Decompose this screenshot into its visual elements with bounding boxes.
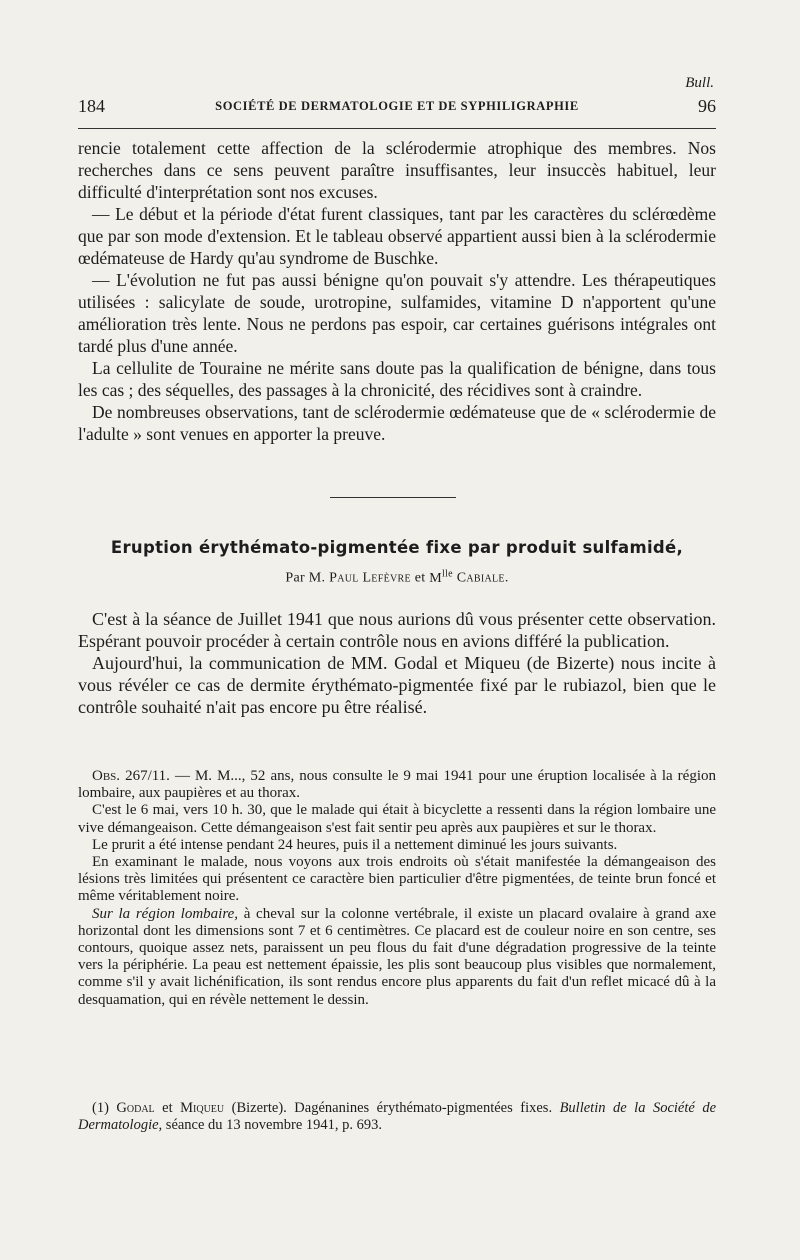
running-title: SOCIÉTÉ DE DERMATOLOGIE ET DE SYPHILIGRAPHIE bbox=[215, 99, 579, 113]
paragraph: C'est le 6 mai, vers 10 h. 30, que le malade qui était à bicyclette a ressenti dans la région lombaire une vive démangeaison. Cette démangeaison s'est fait sentir peu après aux paupières et sur le thorax. bbox=[78, 802, 716, 836]
paragraph: — Le début et la période d'état furent classiques, tant par les caractères du sclérœdème que par son mode d'extension. Et le tableau observé appartient aussi bien à la sclérodermie œdémateuse de Hardy qu'au syndrome de Buschke. bbox=[78, 204, 716, 268]
paragraph: Obs. 267/11. — M. M..., 52 ans, nous consulte le 9 mai 1941 pour une éruption localisée à la région lombaire, aux paupières et au thorax. bbox=[78, 768, 716, 802]
paragraph: Sur la région lombaire, à cheval sur la colonne vertébrale, il existe un placard ovalaire à grand axe horizontal dont les dimensions sont 7 et 6 centimètres. Ce placard est de couleur noire en son centre, ses contours, quoique assez nets, paraissent un peu flous du fait d'une dégradation progressive de la teinte vers la périphérie. La peau est nettement épaissie, les plis sont beaucoup plus visibles que normalement, comme s'il y avait lichénification, ils sont rendus encore plus apparents du fait d'un reflet micacé dû à la desquamation, qui en révèle nettement le dessin. bbox=[78, 905, 716, 1008]
paragraph: De nombreuses observations, tant de sclérodermie œdémateuse que de « sclérodermie de l'adulte » sont venues en apporter la preuve. bbox=[78, 402, 716, 444]
section-separator bbox=[330, 497, 456, 498]
header-rule bbox=[78, 128, 716, 129]
journal-title: Bulletin de la Société de Dermatologie, bbox=[78, 1100, 716, 1133]
paragraph: La cellulite de Touraine ne mérite sans doute pas la qualification de bénigne, dans tous les cas ; des séquelles, des passages à la chronicité, des récidives sont à craindre. bbox=[78, 358, 716, 400]
paragraph: Aujourd'hui, la communication de MM. Godal et Miqueu (de Bizerte) nous incite à vous révéler ce cas de dermite érythémato-pigmentée fixé par le rubiazol, bien que le contrôle souhaité n'ait pas encore pu être réalisé. bbox=[78, 653, 716, 717]
byline-prefix: Par M. bbox=[285, 570, 326, 586]
page-number-left: 184 bbox=[78, 96, 105, 116]
mlle: $M^{lle}$ bbox=[429, 568, 453, 586]
footnote: (1) Godal et Miqueu (Bizerte). Dagénanines érythémato-pigmentées fixes. Bulletin de la Société de Dermatologie, séance du 13 novembre 1941, p. 693. bbox=[78, 1100, 716, 1133]
bulletin-mark: Bull. bbox=[685, 75, 714, 91]
subheading-italic: Sur la région lombaire, bbox=[92, 905, 239, 922]
byline: Par M. Paul Lefèvre et $M^{lle}$ Cabiale. bbox=[285, 568, 509, 586]
author-name: Paul Lefèvre bbox=[329, 570, 411, 586]
byline-and: et bbox=[414, 570, 426, 586]
paragraph: En examinant le malade, nous voyons aux trois endroits où s'était manifestée la démangeaison des lésions très limitées qui présentent ce caractère bien particulier d'être pigmentées, de teinte brun foncé et même véritablement noire. bbox=[78, 854, 716, 905]
footnotes bbox=[78, 1100, 716, 1134]
obs-label: Obs. bbox=[92, 768, 121, 784]
author-name: Miqueu bbox=[180, 1100, 225, 1116]
observation bbox=[78, 768, 716, 1009]
footnote-marker: (1) bbox=[92, 1100, 109, 1116]
article-intro bbox=[78, 608, 716, 718]
paragraph: Le prurit a été intense pendant 24 heures, puis il a nettement diminué les jours suivants. bbox=[92, 836, 618, 853]
paragraph: C'est à la séance de Juillet 1941 que nous aurions dû vous présenter cette observation. Espérant pouvoir procéder à certain contrôle nous en avions différé la publication. bbox=[78, 609, 716, 651]
running-header bbox=[78, 96, 716, 120]
article-title: Eruption érythémato-pigmentée fixe par produit sulfamidé, bbox=[110, 538, 684, 557]
continuation-text bbox=[78, 137, 716, 445]
page-number-right: 96 bbox=[698, 96, 716, 116]
author-name: Godal bbox=[116, 1100, 155, 1116]
author-name: Cabiale bbox=[456, 570, 505, 586]
paragraph: — L'évolution ne fut pas aussi bénigne qu'on pouvait s'y attendre. Les thérapeutiques utilisées : salicylate de soude, urotropine, sulfamides, vitamine D n'apportent qu'une amélioration très lente. Nous ne perdons pas espoir, car certaines guérisons intégrales ont tardé plus d'une année. bbox=[78, 270, 716, 356]
paragraph: rencie totalement cette affection de la sclérodermie atrophique des membres. Nos recherches dans ce sens peuvent paraître insuffisantes, leur insuccès habituel, leur difficulté d'interprétation sont nos excuses. bbox=[78, 138, 716, 202]
